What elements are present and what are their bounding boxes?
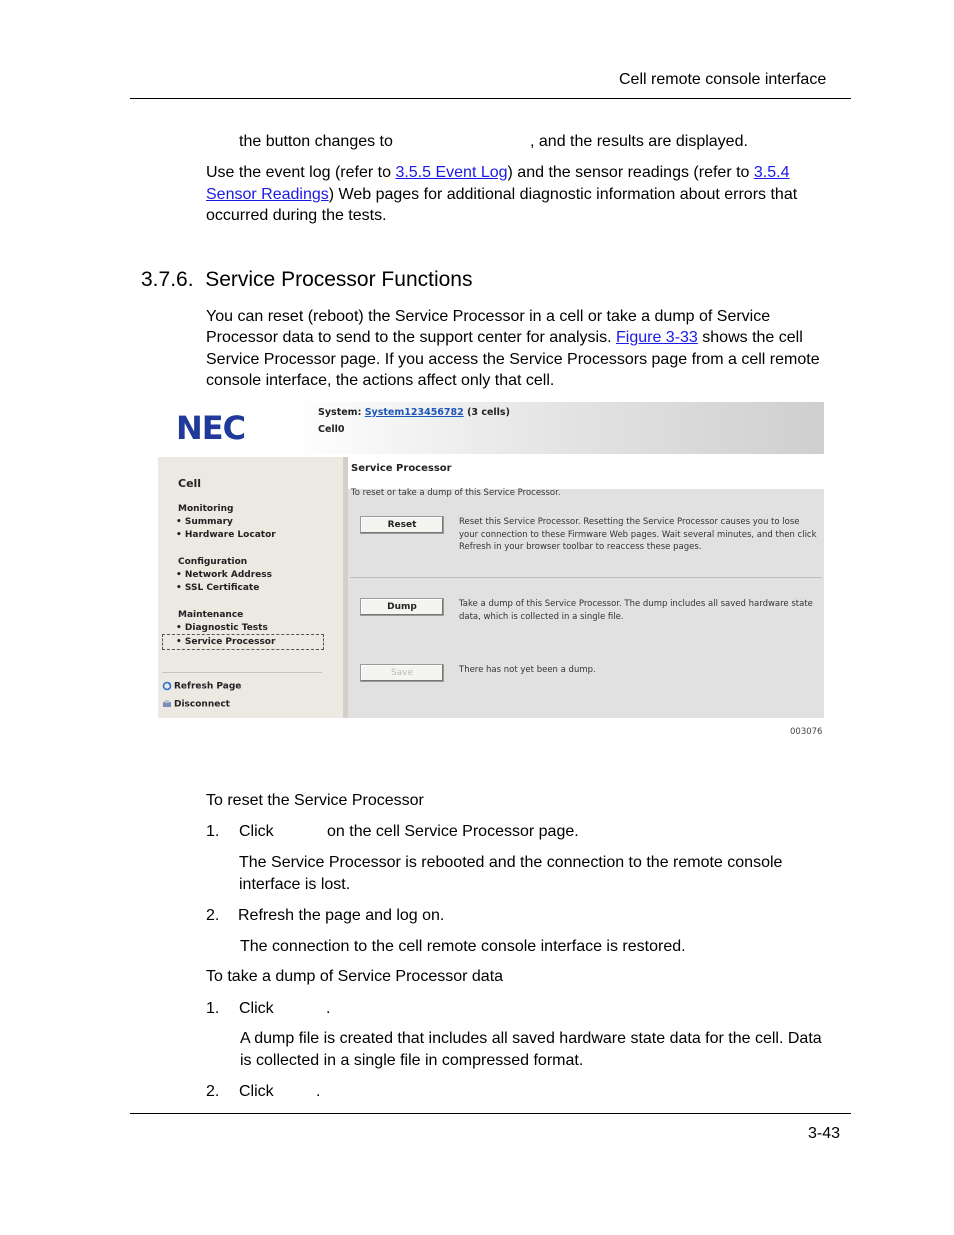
save-button[interactable]: Save: [360, 664, 444, 682]
system-line: [318, 407, 510, 418]
link-figure-3-33[interactable]: Figure 3-33: [616, 329, 698, 346]
nec-logo: NEC: [176, 409, 246, 447]
refresh-page-label: Refresh Page: [174, 681, 242, 692]
reset-step-2-result: The connection to the cell remote console interface is restored.: [240, 938, 686, 955]
main-title: Service Processor: [351, 463, 452, 474]
reset-step-1-b: on the cell Service Processor page.: [327, 823, 579, 840]
dump-step-2-a: Click: [239, 1083, 274, 1100]
reset-step-2-number: 2.: [206, 907, 220, 924]
footer-rule: [130, 1113, 851, 1114]
reset-step-1-result-1: The Service Processor is rebooted and the connection to the remote console: [239, 854, 783, 871]
system-label: System:: [318, 407, 365, 418]
sidebar: [158, 457, 343, 718]
reset-description: Reset this Service Processor. Resetting the Service Processor causes you to lose your connection to these Firmware Web pages. Wait several minutes, and then click Refresh in your browser toolbar to reaccess these pages.: [459, 517, 817, 552]
reset-step-1-number: 1.: [206, 823, 220, 840]
save-description: There has not yet been a dump.: [459, 665, 596, 675]
sidebar-title: Cell: [178, 477, 202, 490]
service-processor-screenshot: [158, 402, 824, 718]
reset-procedure-title: To reset the Service Processor: [206, 792, 424, 809]
dump-procedure-title: To take a dump of Service Processor data: [206, 968, 504, 985]
section-heading: 3.7.6. Service Processor Functions: [141, 268, 473, 291]
section-line2: [206, 327, 803, 349]
system-link[interactable]: System123456782: [364, 407, 464, 418]
sidebar-monitoring: Monitoring: [178, 504, 234, 514]
section-line4: console interface, the actions affect only that cell.: [206, 372, 555, 389]
refresh-page-link[interactable]: [162, 681, 241, 692]
sidebar-item-hardware-locator[interactable]: • Hardware Locator: [176, 530, 276, 540]
link-event-log[interactable]: 3.5.5 Event Log: [395, 164, 508, 181]
reset-step-2: Refresh the page and log on.: [238, 907, 445, 924]
sidebar-item-diagnostic-tests[interactable]: • Diagnostic Tests: [176, 623, 268, 633]
p2-c: ) Web pages for additional diagnostic information about errors that: [328, 186, 798, 203]
refresh-icon: [162, 681, 172, 691]
cell-name: Cell0: [318, 424, 345, 435]
reset-step-1-a: Click: [239, 823, 274, 840]
system-cells: (3 cells): [463, 407, 510, 418]
intro-paragraph: [206, 162, 789, 184]
dump-step-1-number: 1.: [206, 1000, 220, 1017]
figure-id: 003076: [790, 727, 823, 737]
dump-step-2-number: 2.: [206, 1083, 220, 1100]
disconnect-label: Disconnect: [174, 699, 230, 710]
sidebar-separator: [162, 672, 322, 673]
dump-step-1-result-2: is collected in a single file in compressed format.: [240, 1052, 584, 1069]
section-line3: Service Processor page. If you access the Service Processors page from a cell remote: [206, 351, 820, 368]
link-sensor-readings-a[interactable]: 3.5.4: [753, 164, 790, 181]
main-panel: [348, 457, 824, 718]
sidebar-configuration: Configuration: [178, 557, 248, 567]
p2-b: ) and the sensor readings (refer to: [507, 164, 754, 181]
main-subtitle: To reset or take a dump of this Service Processor.: [351, 488, 561, 498]
intro-line1-b: , and the results are displayed.: [530, 133, 748, 150]
disconnect-link[interactable]: [162, 699, 230, 710]
sidebar-item-network-address[interactable]: • Network Address: [176, 570, 272, 580]
intro-paragraph-line2: [206, 184, 797, 206]
dump-description: Take a dump of this Service Processor. The dump includes all saved hardware state data, which is collected in a single file.: [459, 599, 813, 622]
intro-paragraph-line3: occurred during the tests.: [206, 207, 387, 224]
dump-step-1-a: Click: [239, 1000, 274, 1017]
section-line2-b: shows the cell: [697, 329, 803, 346]
section-line1: You can reset (reboot) the Service Processor in a cell or take a dump of Service: [206, 308, 771, 325]
sidebar-item-summary[interactable]: • Summary: [176, 517, 233, 527]
running-header: Cell remote console interface: [619, 71, 827, 88]
dump-step-1-result-1: A dump file is created that includes all saved hardware state data for the cell. Data: [240, 1030, 822, 1047]
intro-line1: [239, 131, 393, 153]
section-line2-a: Processor data to send to the support center for analysis.: [206, 329, 616, 346]
header-rule: [130, 98, 851, 99]
disconnect-icon: [162, 699, 172, 709]
dump-step-2-b: .: [316, 1083, 321, 1100]
link-sensor-readings-b[interactable]: Sensor Readings: [206, 186, 329, 203]
reset-button[interactable]: Reset: [360, 516, 444, 534]
reset-step-1-result-2: interface is lost.: [239, 876, 351, 893]
intro-line1-a: the button changes to: [239, 133, 393, 150]
sidebar-item-ssl-certificate[interactable]: • SSL Certificate: [176, 583, 260, 593]
sidebar-item-service-processor[interactable]: • Service Processor: [176, 637, 276, 647]
p2-a: Use the event log (refer to: [206, 164, 396, 181]
dump-button[interactable]: Dump: [360, 598, 444, 616]
page-number: 3-43: [808, 1125, 841, 1142]
main-separator-1: [350, 577, 822, 578]
dump-step-1-b: .: [326, 1000, 331, 1017]
sidebar-maintenance: Maintenance: [178, 610, 244, 620]
